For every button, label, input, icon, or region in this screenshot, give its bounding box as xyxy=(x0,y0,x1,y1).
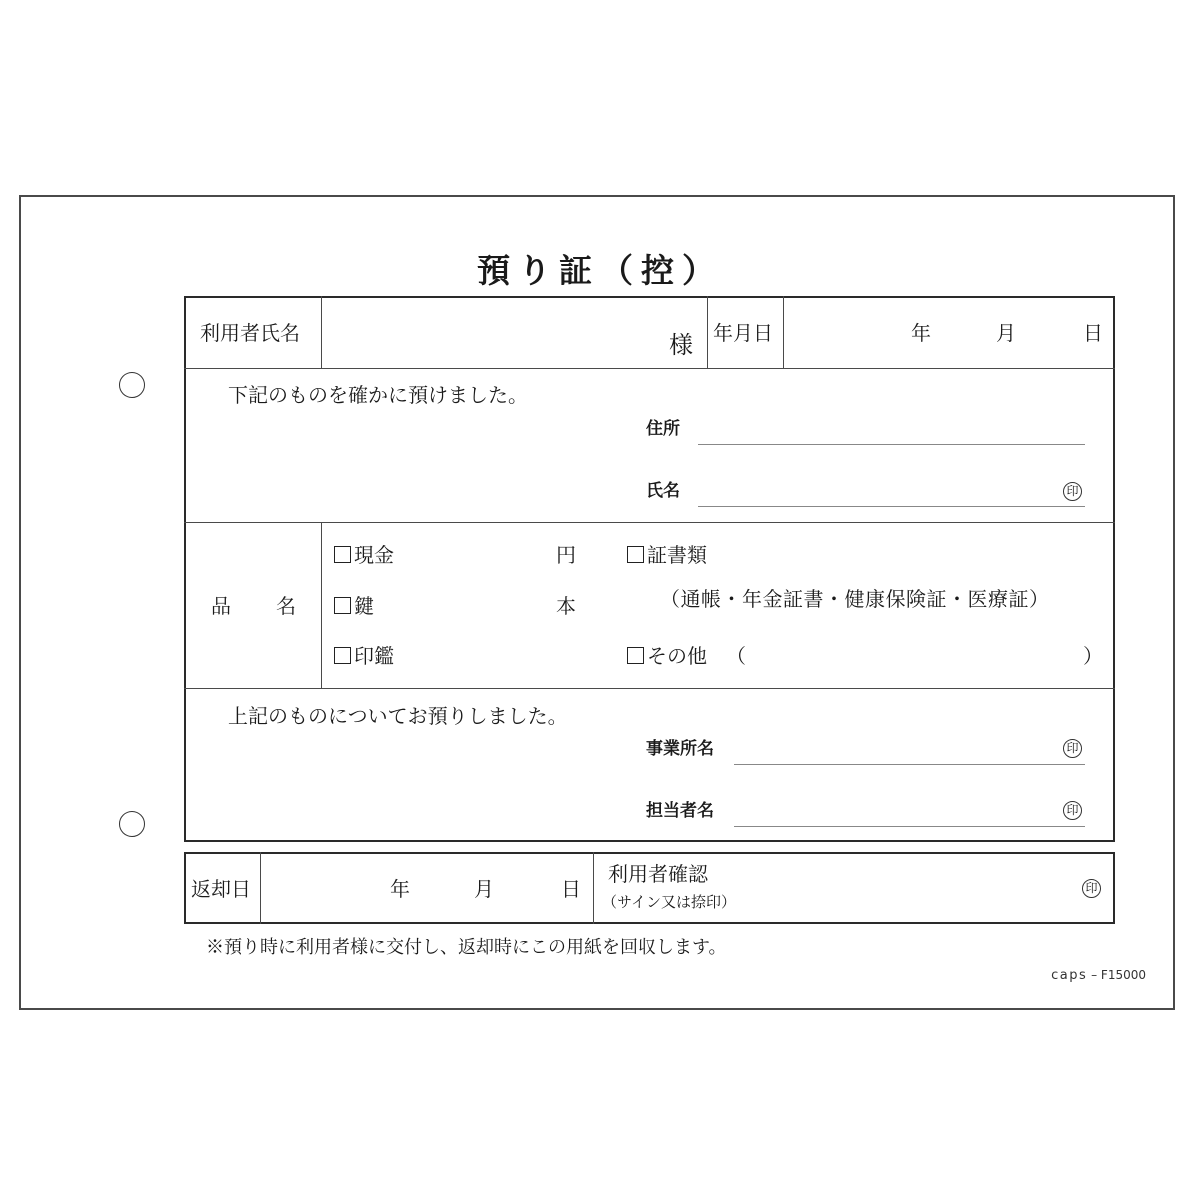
certificates-detail: （通帳・年金証書・健康保険証・医療証） xyxy=(660,587,1050,611)
seal-mark-icon: 印 xyxy=(1063,801,1082,820)
user-name-label: 利用者氏名 xyxy=(200,321,300,345)
main-form-box xyxy=(184,296,1115,842)
cash-label: 現金 xyxy=(354,543,394,567)
name-label: 氏名 xyxy=(646,481,680,501)
form-title: 預り証（控） xyxy=(477,251,723,290)
cash-item xyxy=(334,545,394,565)
divider xyxy=(707,296,708,368)
honorific-label: 様 xyxy=(669,331,693,359)
divider xyxy=(260,852,261,924)
day-label: 日 xyxy=(1083,321,1103,345)
cash-checkbox[interactable] xyxy=(334,546,351,563)
key-item xyxy=(334,596,374,616)
certificates-item xyxy=(627,545,707,565)
divider xyxy=(184,368,1115,369)
divider xyxy=(593,852,594,924)
return-day-label: 日 xyxy=(561,877,581,901)
deposit-statement: 下記のものを確かに預けました。 xyxy=(228,383,528,407)
seal-stamp-item xyxy=(334,646,394,666)
office-label: 事業所名 xyxy=(646,739,714,759)
divider xyxy=(321,296,322,368)
product-code xyxy=(1051,968,1146,983)
year-label: 年 xyxy=(911,321,931,345)
certificates-label: 証書類 xyxy=(647,543,707,567)
binder-hole-bottom xyxy=(119,811,145,837)
seal-mark-icon: 印 xyxy=(1063,739,1082,758)
key-checkbox[interactable] xyxy=(334,597,351,614)
name-field-line xyxy=(698,506,1085,507)
address-field-line xyxy=(698,444,1085,445)
return-month-label: 月 xyxy=(474,877,494,901)
other-checkbox[interactable] xyxy=(627,647,644,664)
received-statement: 上記のものについてお預りしました。 xyxy=(228,704,568,728)
cash-unit: 円 xyxy=(556,543,576,567)
staff-label: 担当者名 xyxy=(646,801,714,821)
key-label: 鍵 xyxy=(354,594,374,618)
other-paren-open: （ xyxy=(726,644,746,668)
month-label: 月 xyxy=(996,321,1016,345)
certificates-checkbox[interactable] xyxy=(627,546,644,563)
user-confirm-note: （サイン又は捺印） xyxy=(602,893,736,911)
return-year-label: 年 xyxy=(390,877,410,901)
seal-stamp-checkbox[interactable] xyxy=(334,647,351,664)
return-date-label: 返却日 xyxy=(191,877,251,901)
address-label: 住所 xyxy=(646,419,680,439)
divider xyxy=(184,522,1115,523)
divider xyxy=(321,522,322,688)
product-code-number: – F15000 xyxy=(1091,968,1146,982)
item-name-label-2: 名 xyxy=(276,594,296,618)
footer-note: ※預り時に利用者様に交付し、返却時にこの用紙を回収します。 xyxy=(206,937,727,958)
brand-logo: caps xyxy=(1051,968,1088,983)
seal-mark-icon: 印 xyxy=(1063,482,1082,501)
other-paren-close: ） xyxy=(1083,644,1103,668)
date-label: 年月日 xyxy=(713,321,773,345)
user-confirm-label: 利用者確認 xyxy=(608,862,708,886)
item-name-label-1: 品 xyxy=(211,594,231,618)
divider xyxy=(184,688,1115,689)
staff-field-line xyxy=(734,826,1085,827)
binder-hole-top xyxy=(119,372,145,398)
key-unit: 本 xyxy=(556,594,576,618)
seal-mark-icon: 印 xyxy=(1082,879,1101,898)
other-item xyxy=(627,646,707,666)
seal-stamp-label: 印鑑 xyxy=(354,644,394,668)
office-field-line xyxy=(734,764,1085,765)
other-label: その他 xyxy=(647,644,707,668)
divider xyxy=(783,296,784,368)
